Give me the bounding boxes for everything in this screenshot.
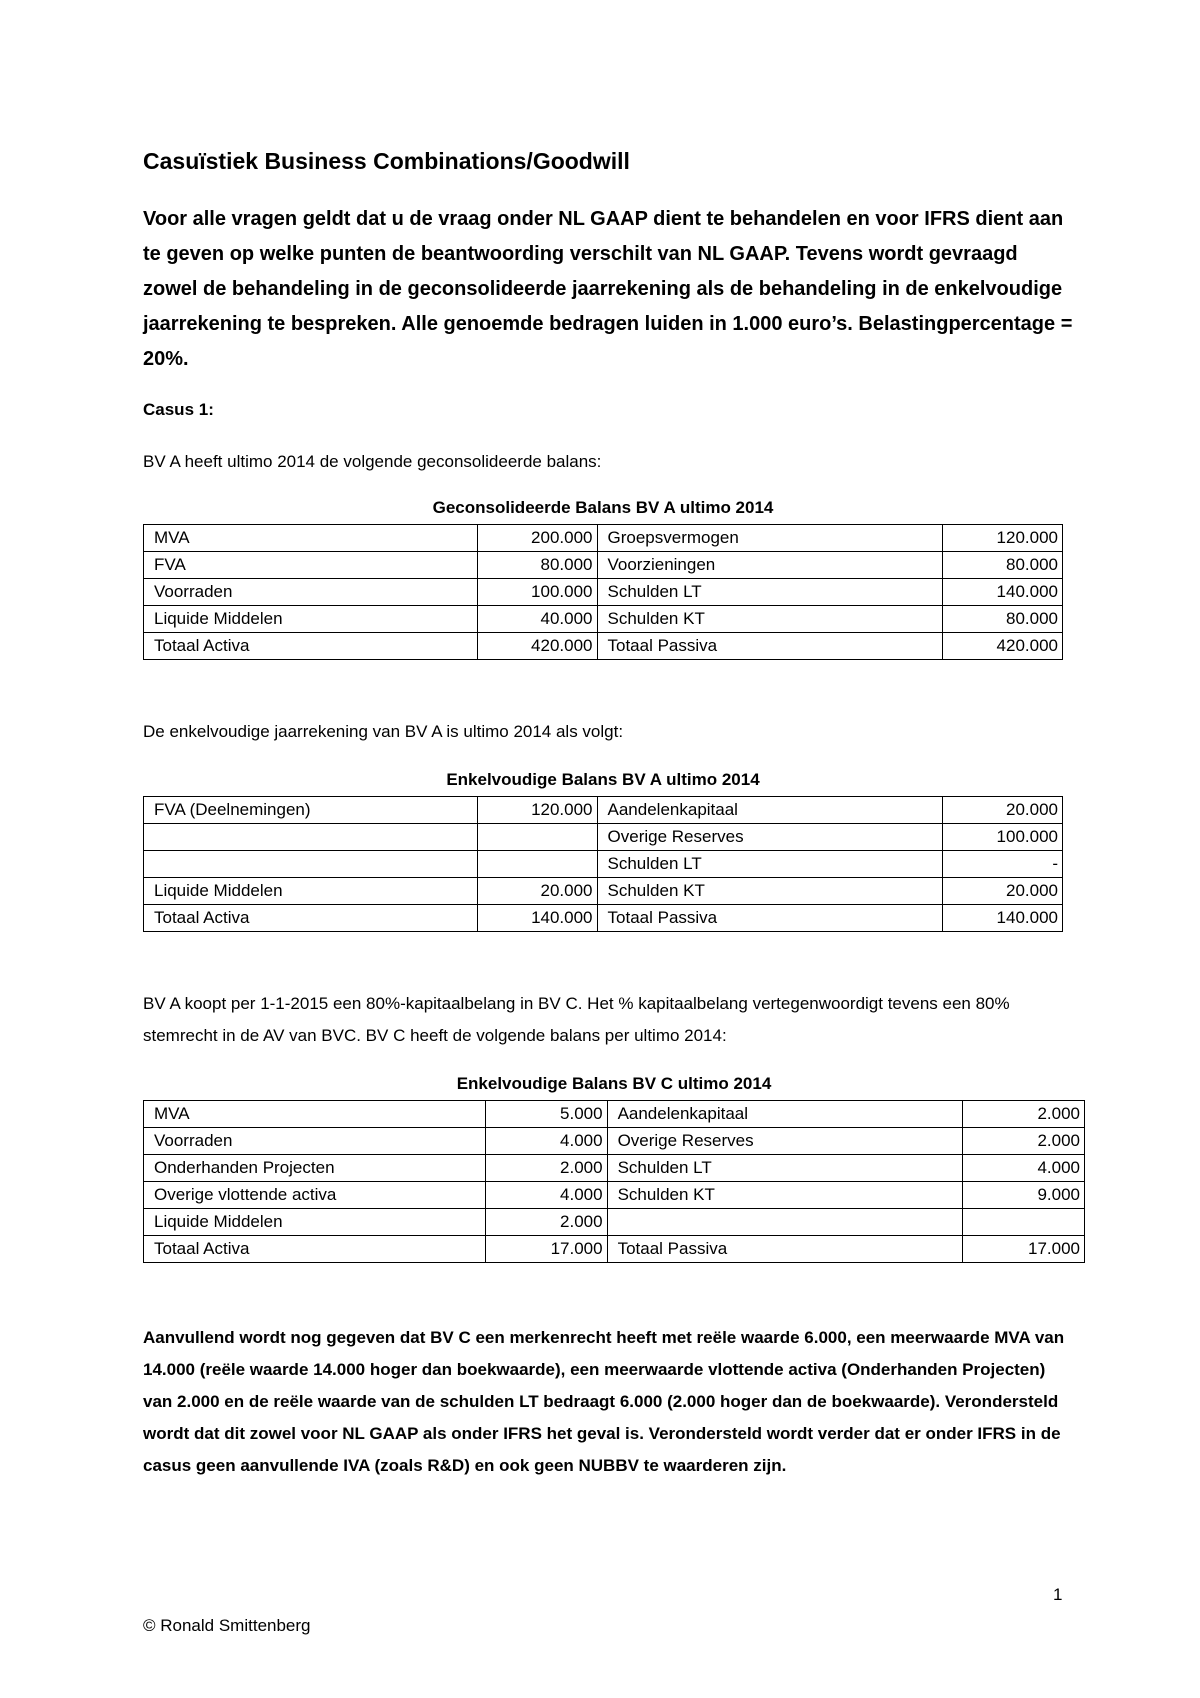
table-cell: 80.000 [943, 606, 1063, 633]
table-row [144, 824, 1063, 851]
table-cell: Totaal Passiva [597, 905, 943, 932]
table-cell [477, 851, 597, 878]
table-cell: Overige Reserves [607, 1128, 963, 1155]
table-row [144, 1128, 1085, 1155]
table-3-caption: Enkelvoudige Balans BV C ultimo 2014 [456, 1074, 772, 1093]
page-title: Casuïstiek Business Combinations/Goodwill [143, 148, 630, 174]
table-cell [477, 824, 597, 851]
table-cell: 17.000 [485, 1236, 607, 1263]
table-cell: Liquide Middelen [144, 1209, 486, 1236]
table-row [144, 1155, 1085, 1182]
footer-copyright: © Ronald Smittenberg [143, 1616, 311, 1635]
table-row [144, 1209, 1085, 1236]
table-cell: - [943, 851, 1063, 878]
table-cell: 9.000 [963, 1182, 1085, 1209]
table-cell: Schulden LT [597, 579, 943, 606]
paragraph-4: Aanvullend wordt nog gegeven dat BV C een merkenrecht heeft met reële waarde 6.000, een meerwaarde MVA van 14.000 (reële waarde 14.000 hoger dan boekwaarde), een meerwaarde vlottende activa (Onderhanden Projecten) van 2.000 en de reële waarde van de schulden LT bedraagt 6.000 (2.000 hoger dan de boekwaarde). Verondersteld wordt dat dit zowel voor NL GAAP als onder IFRS het geval is. Verondersteld wordt verder dat er onder IFRS in de casus geen aanvullende IVA (zoals R&D) en ook geen NUBBV te waarderen zijn. [143, 1328, 1065, 1475]
table-cell: Voorraden [144, 1128, 486, 1155]
table-cell: Voorzieningen [597, 552, 943, 579]
table-cell: 420.000 [943, 633, 1063, 660]
casus-heading: Casus 1: [143, 400, 214, 419]
table-cell: Schulden LT [607, 1155, 963, 1182]
paragraph-3: BV A koopt per 1-1-2015 een 80%-kapitaalbelang in BV C. Het % kapitaalbelang vertegenwoordigt tevens een 80% stemrecht in de AV van BVC. BV C heeft de volgende balans per ultimo 2014: [143, 994, 1010, 1045]
table-cell: Onderhanden Projecten [144, 1155, 486, 1182]
table-row [144, 633, 1063, 660]
table-cell: Voorraden [144, 579, 478, 606]
table-cell: Overige vlottende activa [144, 1182, 486, 1209]
table-1-caption: Geconsolideerde Balans BV A ultimo 2014 [432, 498, 774, 517]
table-cell: Overige Reserves [597, 824, 943, 851]
table-cell: 100.000 [943, 824, 1063, 851]
table-row [144, 851, 1063, 878]
table-cell: Groepsvermogen [597, 525, 943, 552]
table-2 [143, 796, 1063, 932]
table-cell: 2.000 [485, 1155, 607, 1182]
table-cell: MVA [144, 525, 478, 552]
table-cell: 17.000 [963, 1236, 1085, 1263]
table-cell: 20.000 [943, 878, 1063, 905]
table-cell: 4.000 [485, 1182, 607, 1209]
table-row [144, 525, 1063, 552]
table-cell: 200.000 [477, 525, 597, 552]
table-cell: 20.000 [477, 878, 597, 905]
table-cell: 2.000 [485, 1209, 607, 1236]
table-3 [143, 1100, 1085, 1263]
table-cell: 2.000 [963, 1128, 1085, 1155]
table-cell: Totaal Activa [144, 905, 478, 932]
table-cell: 80.000 [943, 552, 1063, 579]
table-cell: Aandelenkapitaal [607, 1101, 963, 1128]
table-cell: Schulden KT [607, 1182, 963, 1209]
table-cell: Liquide Middelen [144, 606, 478, 633]
table-cell: 100.000 [477, 579, 597, 606]
table-cell: Totaal Passiva [607, 1236, 963, 1263]
table-cell: 40.000 [477, 606, 597, 633]
table-cell: Aandelenkapitaal [597, 797, 943, 824]
table-cell: FVA [144, 552, 478, 579]
table-cell: Totaal Activa [144, 1236, 486, 1263]
table-cell: 20.000 [943, 797, 1063, 824]
table-cell: 5.000 [485, 1101, 607, 1128]
table-cell: 80.000 [477, 552, 597, 579]
paragraph-2: De enkelvoudige jaarrekening van BV A is ultimo 2014 als volgt: [143, 722, 624, 741]
table-row [144, 1182, 1085, 1209]
page-number: 1 [1053, 1585, 1063, 1604]
table-cell: 140.000 [477, 905, 597, 932]
table-row [144, 797, 1063, 824]
table-row [144, 1101, 1085, 1128]
table-cell: 420.000 [477, 633, 597, 660]
table-cell: 140.000 [943, 579, 1063, 606]
table-row [144, 1236, 1085, 1263]
table-cell: Liquide Middelen [144, 878, 478, 905]
table-cell: 4.000 [963, 1155, 1085, 1182]
table-cell: FVA (Deelnemingen) [144, 797, 478, 824]
table-row [144, 905, 1063, 932]
table-cell [963, 1209, 1085, 1236]
table-cell: Schulden KT [597, 878, 943, 905]
table-cell: Schulden LT [597, 851, 943, 878]
table-cell: 2.000 [963, 1101, 1085, 1128]
table-cell [607, 1209, 963, 1236]
table-row [144, 606, 1063, 633]
table-cell: MVA [144, 1101, 486, 1128]
table-row [144, 579, 1063, 606]
paragraph-1: BV A heeft ultimo 2014 de volgende geconsolideerde balans: [143, 452, 602, 471]
table-row [144, 878, 1063, 905]
table-cell: 4.000 [485, 1128, 607, 1155]
table-cell [144, 851, 478, 878]
table-cell: 120.000 [477, 797, 597, 824]
table-2-caption: Enkelvoudige Balans BV A ultimo 2014 [446, 770, 760, 789]
table-cell: 120.000 [943, 525, 1063, 552]
table-row [144, 552, 1063, 579]
table-cell: Totaal Passiva [597, 633, 943, 660]
table-cell: 140.000 [943, 905, 1063, 932]
table-cell: Schulden KT [597, 606, 943, 633]
table-1 [143, 524, 1063, 660]
intro-paragraph: Voor alle vragen geldt dat u de vraag onder NL GAAP dient te behandelen en voor IFRS dient aan te geven op welke punten de beantwoording verschilt van NL GAAP. Tevens wordt gevraagd zowel de behandeling in de geconsolideerde jaarrekening als de behandeling in de enkelvoudige jaarrekening te bespreken. Alle genoemde bedragen luiden in 1.000 euro’s. Belastingpercentage = 20%. [143, 208, 1073, 370]
table-cell: Totaal Activa [144, 633, 478, 660]
table-cell [144, 824, 478, 851]
